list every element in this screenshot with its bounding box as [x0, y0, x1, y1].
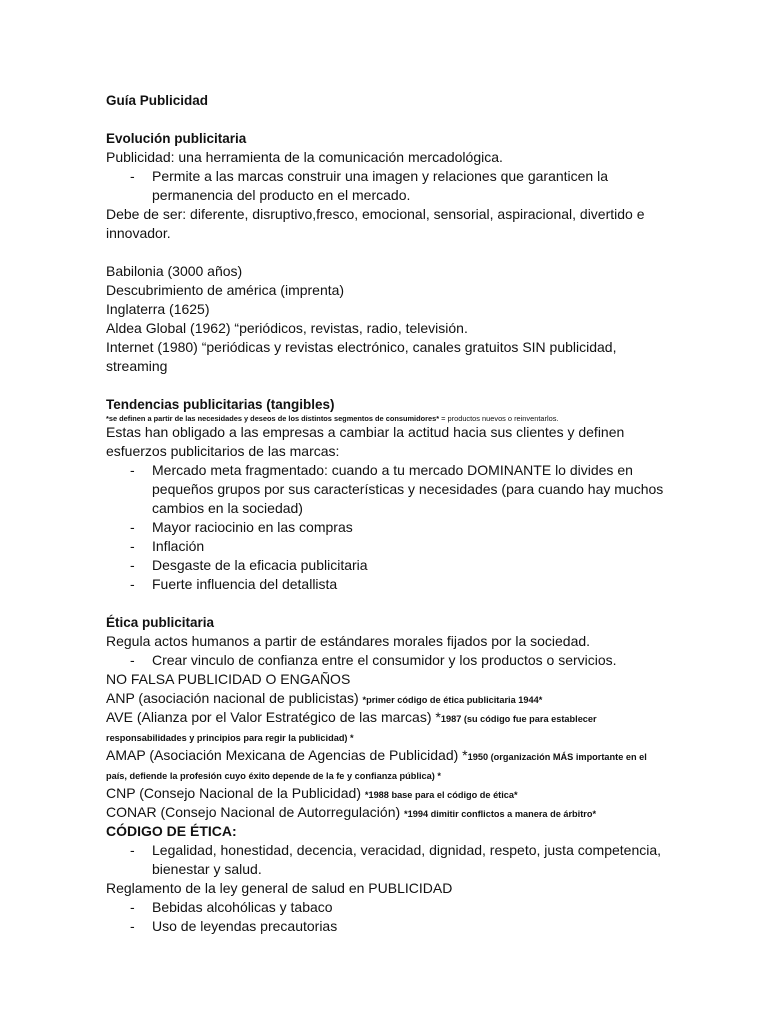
list-item: - Legalidad, honestidad, decencia, veracidad, dignidad, respeto, justa competencia, bienestar y salud. — [106, 841, 666, 879]
org-name: CNP (Consejo Nacional de la Publicidad) — [106, 785, 365, 801]
tendencias-note-rest: = productos nuevos o reinventarlos. — [439, 414, 559, 423]
list-item: - Mercado meta fragmentado: cuando a tu mercado DOMINANTE lo divides en pequeños grupos por sus características y necesidades (para cuando hay muchos cambios en la sociedad) — [106, 461, 666, 518]
org-note: *1994 dimitir conflictos a manera de árbitro* — [404, 809, 597, 819]
historia-item: Internet (1980) “periódicas y revistas electrónico, canales gratuitos SIN publicidad, streaming — [106, 339, 617, 374]
list-item: - Bebidas alcohólicas y tabaco — [106, 898, 666, 917]
tendencias-list — [106, 461, 666, 594]
evolucion-list — [106, 167, 666, 205]
org-name: AVE (Alianza por el Valor Estratégico de las marcas) * — [106, 709, 441, 725]
historia-item: Inglaterra (1625) — [106, 301, 210, 317]
org-name: AMAP (Asociación Mexicana de Agencias de Publicidad) * — [106, 747, 468, 763]
tendencias-intro: Estas han obligado a las empresas a cambiar la actitud hacia sus clientes y definen esfuerzos publicitarios de las marcas: — [106, 424, 625, 459]
etica-regula: Regula actos humanos a partir de estándares morales fijados por la sociedad. — [106, 633, 591, 649]
spacer — [106, 376, 666, 395]
document-body — [106, 91, 666, 936]
section-heading-etica: Ética publicitaria — [106, 615, 215, 630]
codigo-heading: CÓDIGO DE ÉTICA: — [106, 823, 237, 839]
evolucion-debe: Debe de ser: diferente, disruptivo,fresco, emocional, sensorial, aspiracional, divertido e innovador. — [106, 206, 645, 241]
list-item: - Uso de leyendas precautorias — [106, 917, 666, 936]
org-entry — [106, 784, 666, 803]
list-item: - Mayor raciocinio en las compras — [106, 518, 666, 537]
section-heading-evolucion: Evolución publicitaria — [106, 131, 247, 146]
historia-item: Descubrimiento de américa (imprenta) — [106, 282, 345, 298]
etica-no-falsa: NO FALSA PUBLICIDAD O ENGAÑOS — [106, 671, 351, 687]
org-note: 1987 (su código fue para establecer responsabilidades y principios para regir la publicidad) * — [106, 714, 597, 743]
spacer — [106, 243, 666, 262]
org-note: *primer código de ética publicitaria 1944* — [362, 695, 543, 705]
org-entry — [106, 746, 666, 784]
evolucion-definition: Publicidad: una herramienta de la comunicación mercadológica. — [106, 149, 503, 165]
org-note: *1988 base para el código de ética* — [364, 790, 518, 800]
historia-item: Aldea Global (1962) “periódicos, revistas, radio, televisión. — [106, 320, 468, 336]
historia-item: Babilonia (3000 años) — [106, 263, 243, 279]
spacer — [106, 110, 666, 129]
list-item: - Desgaste de la eficacia publicitaria — [106, 556, 666, 575]
section-heading-tendencias: Tendencias publicitarias (tangibles) — [106, 397, 335, 412]
spacer — [106, 594, 666, 613]
list-item: - Inflación — [106, 537, 666, 556]
list-item: - Crear vinculo de confianza entre el consumidor y los productos o servicios. — [106, 651, 666, 670]
reglamento-text: Reglamento de la ley general de salud en PUBLICIDAD — [106, 880, 453, 896]
org-note: 1950 (organización MÁS importante en el país, defiende la profesión cuyo éxito depende de la fe y confianza pública) * — [106, 752, 647, 781]
org-entry — [106, 689, 666, 708]
list-item: - Fuerte influencia del detallista — [106, 575, 666, 594]
org-entry — [106, 803, 666, 822]
reglamento-list — [106, 898, 666, 936]
etica-list — [106, 651, 666, 670]
tendencias-note — [106, 414, 666, 423]
codigo-list — [106, 841, 666, 879]
org-entry — [106, 708, 666, 746]
org-name: CONAR (Consejo Nacional de Autorregulación) — [106, 804, 405, 820]
org-name: ANP (asociación nacional de publicistas) — [106, 690, 363, 706]
list-item: - Permite a las marcas construir una imagen y relaciones que garanticen la permanencia del producto en el mercado. — [106, 167, 666, 205]
tendencias-note-bold: *se definen a partir de las necesidades y deseos de los distintos segmentos de consumidores* — [106, 414, 440, 423]
doc-title: Guía Publicidad — [106, 93, 209, 108]
